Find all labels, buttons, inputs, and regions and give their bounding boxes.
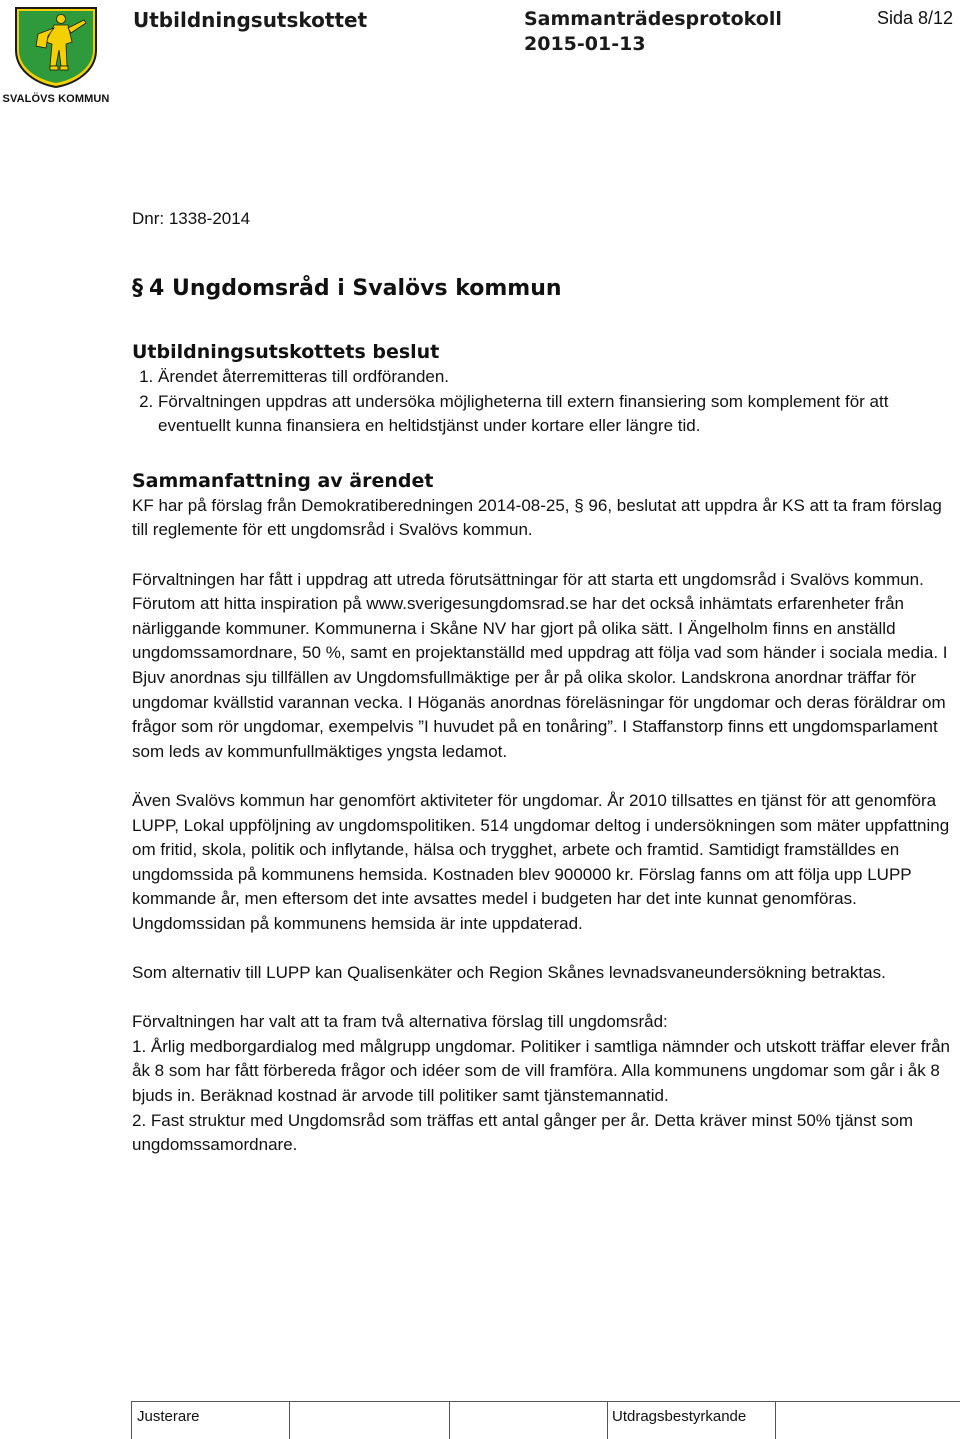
summary-paragraph: Förvaltningen har fått i uppdrag att utreda förutsättningar för att starta ett ungdomsråd i Svalövs kommun. Förutom att hitta inspiration på www.sverigesungdomsrad.se har det också inhämtats erfarenheter från närliggande kommuner. Kommunerna i Skåne NV har gjort på olika sätt. I Ängelholm finns en anställd ungdomssamordnare, 50 %, samt en projektanställd med uppdrag att följa vad som händer i sociala media. I Bjuv anordnas sju tillfällen av Ungdomsfullmäktige per år på olika skolor. Landskrona anordnar träffar för ungdomar kvällstid varannan vecka. I Höganäs anordnas föreläsningar för ungdomar och deras föräldrar om frågor som rör ungdomar, exempelvis ”I huvudet på en tonåring”. I Staffanstorp finns ett ungdomsparlament som leds av kommunfullmäktiges yngsta ledamot. xyxy=(132,569,948,761)
summary-paragraph: Även Svalövs kommun har genomfört aktiviteter för ungdomar. År 2010 tillsattes en tjänst för att genomföra LUPP, Lokal uppföljning av ungdomspolitiken. 514 ungdomar deltog i undersökningen som mäter uppfattning om fritid, skola, politik och inflytande, hälsa och trygghet, arbete och framtid. Samtidigt framställdes en ungdomssida på kommunens hemsida. Kostnaden blev 900000 kr. Förslag fanns om att följa upp LUPP kommande år, men eftersom det inte avsattes medel i budgeten har det inte kunnat genomföras. Ungdomssidan på kommunens hemsida är inte uppdaterad. xyxy=(132,790,950,933)
footer-rule xyxy=(131,1401,960,1402)
footer-cell-divider xyxy=(289,1401,290,1439)
footer-cell-divider xyxy=(449,1401,450,1439)
case-number: Dnr: 1338-2014 xyxy=(132,209,251,228)
protocol-title: Sammanträdesprotokoll xyxy=(524,8,782,30)
footer-cell-divider xyxy=(607,1401,608,1439)
decision-item: 2. Förvaltningen uppdras att undersöka möjligheterna till extern finansiering som komplement för att eventuellt kunna finansiera en heltidstjänst under kortare eller längre tid. xyxy=(158,390,958,439)
proposals-intro: Förvaltningen har valt att ta fram två alternativa förslag till ungdomsråd: xyxy=(132,1012,668,1032)
proposal-item: 2. Fast struktur med Ungdomsråd som träffas ett antal gånger per år. Detta kräver minst 50% tjänst som ungdomssamordnare. xyxy=(132,1110,914,1155)
section-title xyxy=(132,274,958,304)
page-number: Sida 8/12 xyxy=(877,8,954,28)
decision-item: 1. Ärendet återremitteras till ordföranden. xyxy=(158,365,958,390)
footer-justerare-label: Justerare xyxy=(137,1408,200,1425)
committee-name: Utbildningsutskottet xyxy=(133,8,368,32)
document-body xyxy=(132,208,958,1158)
municipality-label: SVALÖVS KOMMUN xyxy=(2,93,110,105)
municipality-coat-of-arms xyxy=(14,6,98,88)
summary-heading: Sammanfattning av ärendet xyxy=(132,469,434,492)
proposal-item: 1. Årlig medborgardialog med målgrupp ungdomar. Politiker i samtliga nämnder och utskott träffar elever från åk 8 som har fått förbereda frågor och idéer som de vill framföra. Alla kommunens ungdomar som går i åk 8 bjuds in. Beräknad kostnad är arvode till politiker samt tjänstemannatid. xyxy=(132,1036,950,1106)
summary-paragraph: Som alternativ till LUPP kan Qualisenkäter och Region Skånes levnadsvaneundersökning betraktas. xyxy=(132,963,886,983)
footer-cell-divider xyxy=(775,1401,776,1439)
footer-cell-divider xyxy=(131,1401,132,1439)
footer-extract-label: Utdragsbestyrkande xyxy=(612,1408,747,1425)
meeting-date: 2015-01-13 xyxy=(524,33,646,55)
section-sign: § xyxy=(132,276,143,301)
decision-list xyxy=(132,365,958,439)
section-title-text: 4 Ungdomsråd i Svalövs kommun xyxy=(149,276,562,301)
decision-heading: Utbildningsutskottets beslut xyxy=(132,341,440,363)
summary-paragraph: KF har på förslag från Demokratiberedningen 2014-08-25, § 96, beslutat att uppdra år KS att ta fram förslag till reglemente för ett ungdomsråd i Svalövs kommun. xyxy=(132,495,942,540)
